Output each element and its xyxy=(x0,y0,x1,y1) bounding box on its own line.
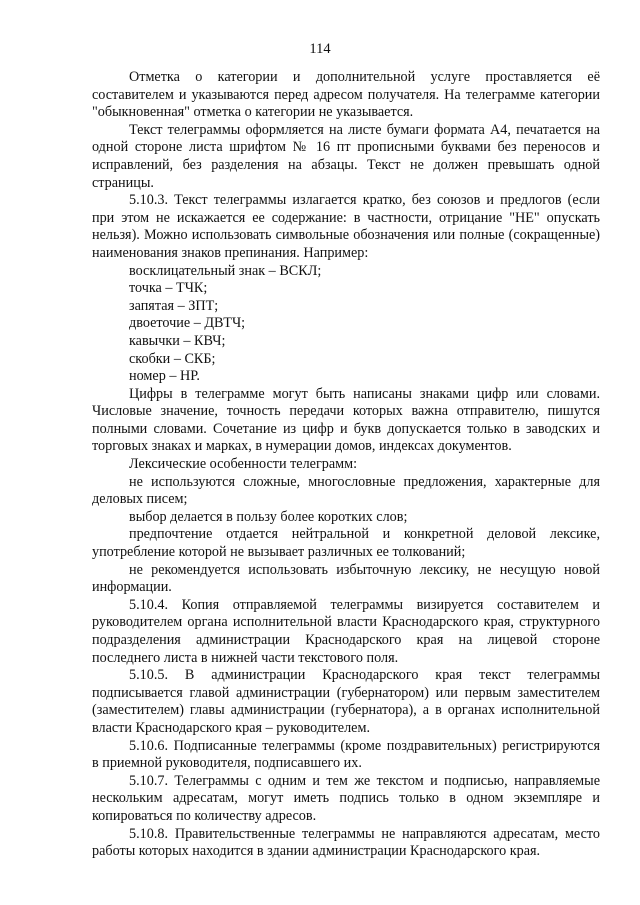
list-item-punctuation: скобки – СКБ; xyxy=(129,350,216,367)
list-item-punctuation: номер – НР. xyxy=(129,368,200,385)
paragraph-category-mark: Отметка о категории и дополнительной услуге проставляется её составителем и указываются перед адресом получателя. На телеграмме категории "обыкновенная" отметка о категории не указывается. xyxy=(92,69,600,121)
paragraph-5-10-8: 5.10.8. Правительственные телеграммы не направляются адресатам, место работы которых находится в здании администрации Краснодарского края. xyxy=(92,825,600,860)
paragraph-lexical-heading: Лексические особенности телеграмм: xyxy=(129,456,358,473)
document-body xyxy=(92,69,600,861)
list-item-punctuation: восклицательный знак – ВСКЛ; xyxy=(129,262,322,279)
list-item-punctuation: запятая – ЗПТ; xyxy=(129,297,219,314)
paragraph-numbers: Цифры в телеграмме могут быть написаны знаками цифр или словами. Числовые значение, точность передачи которых важна отправителю, пишутся полными словами. Сочетание из цифр и букв допускается только в заводских и торговых знаках и марках, в нумерации домов, индексах документов. xyxy=(92,385,600,455)
list-item-punctuation: двоеточие – ДВТЧ; xyxy=(129,315,246,332)
paragraph-lexical-point: не используются сложные, многословные предложения, характерные для деловых писем; xyxy=(92,473,600,508)
paragraph-lexical-point: предпочтение отдается нейтральной и конкретной деловой лексике, употребление которой не вызывает различных ее толкований; xyxy=(92,526,600,561)
paragraph-lexical-point: выбор делается в пользу более коротких слов; xyxy=(129,508,408,525)
paragraph-text-format: Текст телеграммы оформляется на листе бумаги формата А4, печатается на одной стороне листа шрифтом № 16 пт прописными буквами без переносов и исправлений, без разделения на абзацы. Текст не должен превышать одной страницы. xyxy=(92,121,600,191)
paragraph-5-10-5: 5.10.5. В администрации Краснодарского края текст телеграммы подписывается главой администрации (губернатором) или первым заместителем (заместителем) главы администрации (губернатора), а в органах исполнительной власти Краснодарского края – руководителем. xyxy=(92,667,600,736)
paragraph-5-10-6: 5.10.6. Подписанные телеграммы (кроме поздравительных) регистрируются в приемной руководителя, подписавшего их. xyxy=(92,737,600,772)
paragraph-5-10-7: 5.10.7. Телеграммы с одним и тем же текстом и подписью, направляемые нескольким адресатам, могут иметь подпись только в одном экземпляре и копироваться по количеству адресов. xyxy=(92,772,600,824)
list-item-punctuation: кавычки – КВЧ; xyxy=(129,332,226,349)
paragraph-5-10-4: 5.10.4. Копия отправляемой телеграммы визируется составителем и руководителем органа исполнительной власти Краснодарского края, структурного подразделения администрации Краснодарского края на лицевой стороне последнего листа в нижней части текстового поля. xyxy=(92,596,600,666)
paragraph-5-10-3: 5.10.3. Текст телеграммы излагается кратко, без союзов и предлогов (если при этом не искажается ее содержание: в частности, отрицание "НЕ" опускать нельзя). Можно использовать символьные обозначения или полные (сокращенные) наименования знаков препинания. Например: xyxy=(92,192,600,261)
paragraph-lexical-point: не рекомендуется использовать избыточную лексику, не несущую новой информации. xyxy=(92,561,600,596)
page-number: 114 xyxy=(309,41,331,57)
list-item-punctuation: точка – ТЧК; xyxy=(129,280,208,297)
